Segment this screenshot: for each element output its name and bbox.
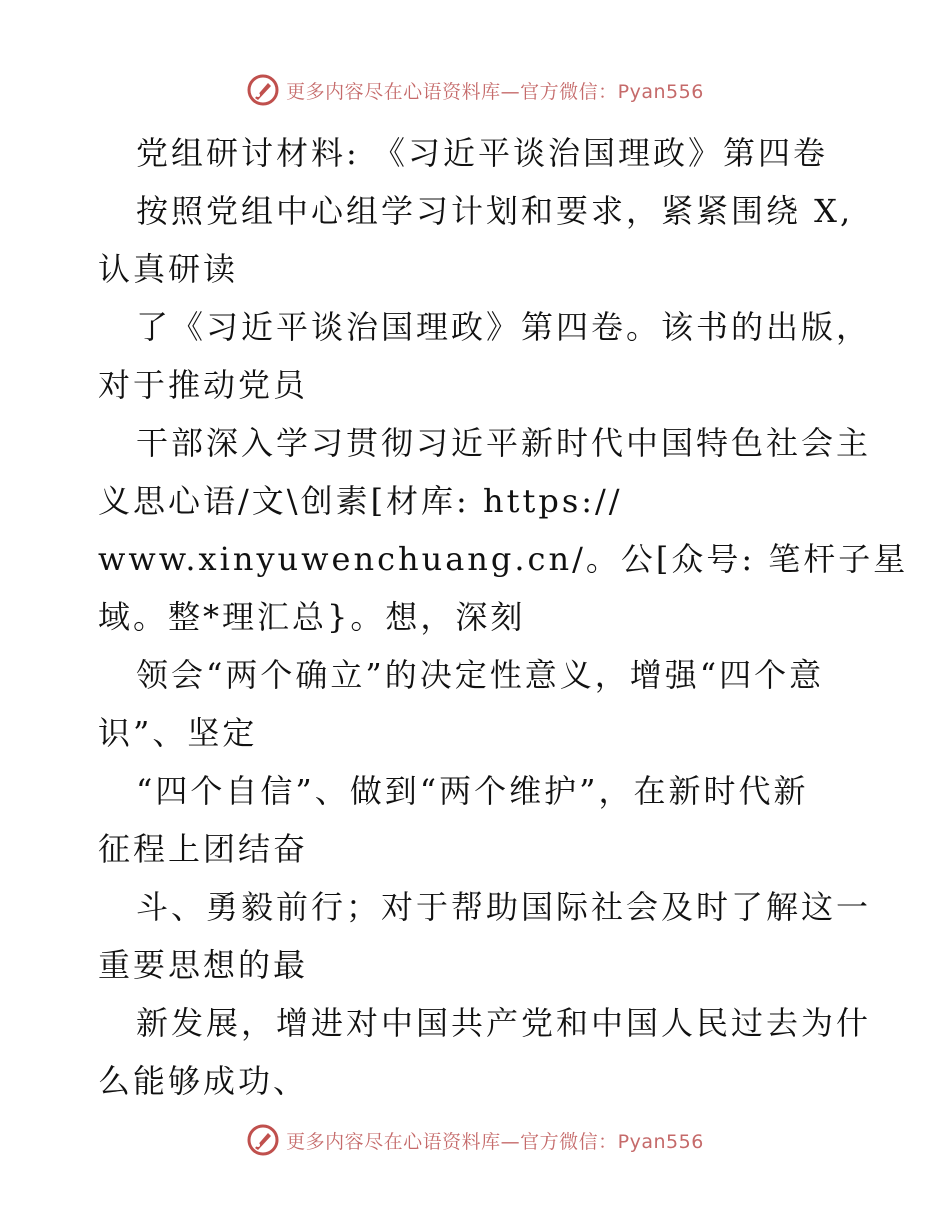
document-title: 党组研讨材料: 《习近平谈治国理政》第四卷 — [136, 134, 828, 172]
paragraph-line: 斗、勇毅前行；对于帮助国际社会及时了解这一 — [136, 888, 872, 926]
paragraph-line: “四个自信”、做到“两个维护”，在新时代新 — [136, 772, 809, 810]
paragraph-line: 域。整*理汇总}。想，深刻 — [98, 598, 526, 636]
header-watermark — [0, 70, 950, 110]
paragraph-line: 重要思想的最 — [98, 946, 309, 984]
pen-nib-circle-icon — [246, 1123, 280, 1157]
paragraph-line: 领会“两个确立”的决定性意义，增强“四个意 — [136, 656, 825, 694]
paragraph-line: 干部深入学习贯彻习近平新时代中国特色社会主 — [136, 424, 872, 462]
pen-nib-circle-icon — [246, 73, 280, 107]
paragraph-line: 了《习近平谈治国理政》第四卷。该书的出版， — [136, 308, 872, 346]
document-body — [98, 124, 909, 1110]
paragraph-line: 按照党组中心组学习计划和要求，紧紧围绕 X, — [136, 192, 854, 230]
paragraph-line: 么能够成功、 — [98, 1062, 309, 1100]
paragraph-line: 征程上团结奋 — [98, 830, 309, 868]
paragraph-line: 新发展，增进对中国共产党和中国人民过去为什 — [136, 1004, 872, 1042]
paragraph-line: 识”、坚定 — [98, 714, 258, 752]
watermark-text: 更多内容尽在心语资料库—官方微信：Pyan556 — [286, 1130, 704, 1153]
paragraph-line: 认真研读 — [98, 250, 239, 288]
paragraph-line: 义思心语/文\创素[材库: https:// — [98, 482, 623, 520]
paragraph-line-url: www.xinyuwenchuang.cn/。公[众号: 笔杆子星 — [98, 540, 909, 578]
paragraph-line: 对于推动党员 — [98, 366, 309, 404]
footer-watermark — [0, 1120, 950, 1160]
watermark-text: 更多内容尽在心语资料库—官方微信：Pyan556 — [286, 80, 704, 103]
